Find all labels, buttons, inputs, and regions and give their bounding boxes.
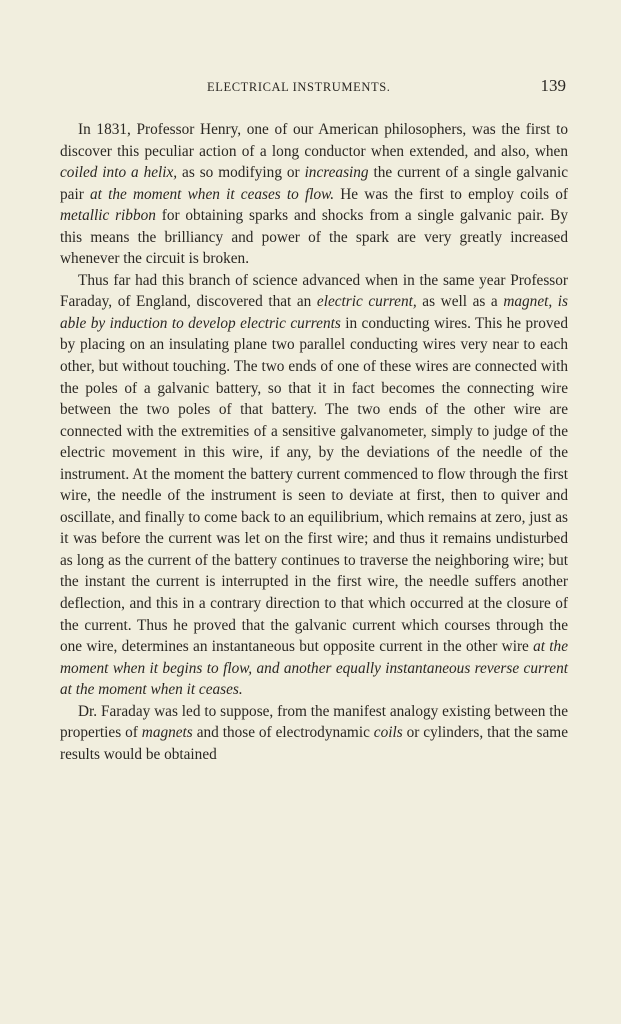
text-run: as well as a	[416, 293, 504, 311]
page-number: 139	[540, 76, 566, 95]
text-run: Thus far had this branch of science advanced when in the same year Professor Faraday, of England, discovered that an	[60, 271, 568, 311]
paragraph-analogy	[60, 701, 568, 766]
paragraph-faraday	[60, 270, 568, 701]
italic-run: at the moment when it ceases to flow.	[89, 185, 335, 203]
text-run: and those of electrodynamic	[192, 724, 374, 742]
italic-run: at the moment when it begins to flow, and another equally instantaneous reverse current at the moment when it ceases.	[60, 638, 568, 699]
book-page	[60, 78, 568, 765]
body-text	[60, 119, 568, 765]
text-run: Dr. Faraday was led to suppose, from the manifest analogy existing between the properties of	[60, 702, 568, 742]
italic-run: is able by induction to develop electric currents	[60, 293, 568, 332]
text-run: for obtaining sparks and shocks from a single galvanic pair. By this means the brilliancy and power of the spark are very greatly increased whenever the circuit is broken.	[60, 207, 568, 268]
text-run: as so modifying or	[177, 164, 305, 182]
italic-run: metallic ribbon	[60, 207, 156, 225]
italic-run: magnet,	[503, 293, 553, 311]
text-run: He was the first to employ coils of	[334, 185, 569, 203]
text-run: In 1831, Professor Henry, one of our American philosophers, was the first to discover this peculiar action of a long conductor when extended, and also, when	[60, 121, 568, 160]
text-run: the current of a single galvanic pair	[60, 164, 568, 203]
running-title: ELECTRICAL INSTRUMENTS.	[207, 80, 391, 94]
running-header	[60, 78, 568, 102]
paragraph-henry	[60, 119, 568, 270]
text-run: in conducting wires. This he proved by placing on an insulating plane two parallel conducting wires very near to each other, but without touching. The two ends of one of these wires are connected with the poles of a galvanic battery, so that it in fact becomes the connecting wire between the two poles of that battery. The two ends of the other wire are connected with the extremities of a sensitive galvanometer, simply to judge of the electric movement in this wire, if any, by the deviations of the needle of the instrument. At the moment the battery current commenced to flow through the first wire, the needle of the instrument is seen to deviate at first, then to quiver and oscillate, and finally to come back to an equilibrium, which remains at zero, just as it was before the current was let on the first wire; and thus it remains undisturbed as long as the current of the battery continues to traverse the neighboring wire; but the instant the current is interrupted in the first wire, the needle suffers another deflection, and this in a contrary direction to that which occurred at the closure of the current. Thus he proved that the galvanic current which courses through the one wire, determines an instantaneous but opposite current in the other wire	[60, 314, 568, 656]
italic-run: increasing	[304, 164, 369, 182]
italic-run: coils	[373, 724, 403, 742]
italic-run: electric current,	[316, 293, 417, 311]
italic-run: magnets	[141, 724, 193, 742]
text-run: or cylinders, that the same results would be obtained	[60, 724, 568, 763]
italic-run: coiled into a helix,	[60, 164, 178, 182]
